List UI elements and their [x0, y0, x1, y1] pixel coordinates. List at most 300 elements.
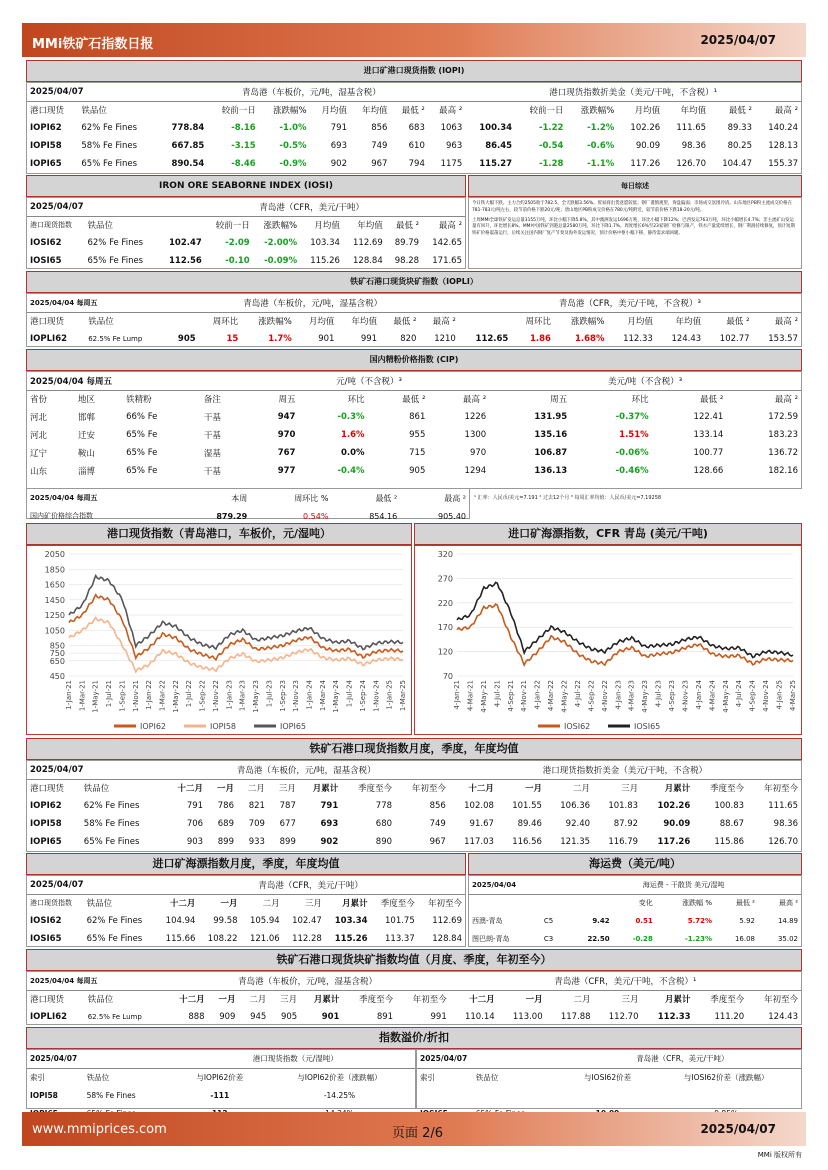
table-cell: 1294: [464, 466, 487, 476]
table-cell: 102.47: [168, 238, 202, 248]
table-cell: 667.85: [171, 141, 205, 151]
table-cell: -2.09: [225, 238, 250, 248]
x-tick-label: 4-Mar-23: [627, 680, 636, 712]
table-cell: 909: [219, 1012, 236, 1022]
summary-title: 每日综述: [468, 175, 802, 197]
table-cell: 128.13: [768, 141, 798, 151]
table-row: [27, 797, 801, 815]
x-tick-label: 1-Mar-21: [78, 680, 87, 712]
table-cell: 22.50: [587, 935, 610, 943]
table-cell: 102.26: [657, 801, 691, 811]
table-cell: 河北: [30, 413, 48, 423]
table-cell: 季度至今: [710, 784, 745, 795]
table-cell: 135.16: [534, 430, 568, 440]
y-tick-label: 120: [437, 647, 453, 657]
table-cell: 117.26: [630, 159, 661, 169]
table-cell: 十二月: [177, 784, 204, 795]
table-cell: IOSI62: [30, 916, 62, 926]
table-cell: -8.46: [231, 159, 256, 169]
table-cell: -1.23%: [684, 935, 713, 943]
table-cell: 903: [186, 837, 204, 847]
table-cell: -0.6%: [587, 141, 615, 151]
iopi-title: 进口矿港口现货指数 (IOPI): [26, 60, 802, 82]
table-row: [27, 912, 465, 930]
x-tick-label: 1-Jan-22: [145, 680, 154, 710]
x-tick-label: 4-Jul-21: [493, 680, 502, 708]
table-cell: 92.40: [565, 819, 591, 829]
col-header: 涨跌幅%: [272, 106, 307, 117]
table-cell: 786: [217, 801, 234, 811]
col-header: 铁品位: [88, 317, 114, 328]
table-row: [27, 833, 801, 851]
table-cell: 0.51: [635, 917, 653, 925]
page-number: 页面 2/6: [392, 1126, 444, 1141]
table-cell: 季度至今: [359, 995, 394, 1006]
table-cell: 周五: [550, 395, 568, 406]
table-row: IOPLI62 62.5% Fe Lump 905 15 1.7% 901 991 820 1210 112.65 1.86 1.68% 112.33 124.43 102.77 153.57: [30, 334, 798, 344]
x-tick-label: 1-Nov-24: [372, 680, 381, 712]
legend-label: IOSI65: [634, 722, 661, 731]
x-tick-label: 4-May-23: [641, 680, 650, 713]
table-cell: 0.0%: [341, 448, 365, 458]
table-cell: -1.2%: [587, 123, 615, 133]
y-tick-label: 170: [437, 623, 453, 633]
x-tick-label: 1-Jan-23: [225, 680, 234, 710]
table-cell: 河北: [30, 431, 48, 441]
table-cell: 991: [430, 1012, 447, 1022]
table-row: [27, 119, 801, 137]
x-tick-label: 1-Sep-22: [198, 680, 207, 712]
table-cell: 季度至今: [380, 899, 415, 910]
table-cell: 117.26: [657, 837, 691, 847]
avg2-table: 2025/04/07 青岛港（CFR，美元/干吨） 港口现货指数 铁品位 十二月 一月 二月 三月 月累计 季度至今 年初至今 IOSI62 62% Fe Fines 104.94 99.58 105.94 102.47 103.34 101.75 112.69 IOSI65 65% Fe Fines 115.66 108.22 121.06 112.28 115.26 113.37 128.84: [27, 876, 465, 948]
col-header: 最高 ²: [774, 106, 798, 117]
col-header: 涨跌幅%: [580, 106, 615, 117]
table-cell: 年初至今: [427, 899, 462, 910]
legend-label: IOPI58: [210, 722, 237, 731]
table-cell: 干基: [203, 431, 221, 441]
cip-right-title: 美元/吨（不含税）³: [489, 372, 801, 390]
iopi-left-title: 青岛港（车板价，元/吨，湿基含税）: [158, 83, 466, 101]
table-cell: 86.45: [485, 141, 513, 151]
table-cell: 115.66: [165, 934, 196, 944]
x-tick-label: 1-Jul-22: [185, 680, 194, 708]
table-cell: 947: [277, 412, 296, 422]
col-header: 年均值: [357, 221, 383, 232]
table-cell: 113.00: [512, 1012, 543, 1022]
table-cell: IOPLI62: [30, 1012, 68, 1022]
prem-right: [416, 1049, 802, 1109]
prem-left: [26, 1049, 416, 1109]
table-cell: 邯郸: [78, 413, 96, 423]
table-cell: 91.67: [469, 819, 494, 829]
x-tick-label: 4-May-21: [479, 680, 488, 713]
table-row: [27, 137, 801, 155]
table-cell: IOPI65: [30, 837, 62, 847]
table-cell: 一月: [220, 899, 238, 910]
table-cell: 106.87: [534, 448, 568, 458]
table-cell: -111: [210, 1090, 230, 1100]
table-cell: 791: [186, 801, 204, 811]
table-cell: 一月: [524, 784, 542, 795]
table-cell: 100.77: [693, 448, 724, 458]
table-cell: 899: [279, 837, 296, 847]
table-cell: IOSI62: [30, 238, 62, 248]
table-cell: 环比: [631, 395, 649, 406]
table-cell: 106.36: [560, 801, 591, 811]
x-tick-label: 1-May-23: [252, 680, 261, 713]
table-cell: 十二月: [468, 784, 494, 795]
table-cell: 970: [469, 448, 487, 458]
col-header: 铁品位: [81, 106, 107, 117]
table-cell: 116.56: [512, 837, 542, 847]
x-tick-label: 1-Jan-25: [385, 680, 394, 710]
cip-date: 2025/04/04 每周五: [27, 372, 249, 390]
table-cell: 970: [277, 430, 296, 440]
table-cell: 115.27: [479, 159, 513, 169]
iopi-table: [27, 83, 801, 173]
x-tick-label: 4-Jan-21: [453, 680, 461, 710]
table-cell: 102.08: [464, 801, 494, 811]
series-line-IOPI58: [69, 618, 403, 672]
table-cell: 90.09: [635, 141, 661, 151]
table-cell: IOPI62: [30, 801, 62, 811]
table-cell: 港口现货: [30, 784, 65, 795]
avg3-title: 铁矿石港口现货块矿指数均值（月度、季度，年初至今）: [26, 949, 802, 971]
x-tick-label: 4-Jan-24: [694, 680, 703, 710]
table-row: [469, 930, 801, 948]
footer-band: [22, 1112, 806, 1146]
x-tick-label: 4-Jul-23: [654, 680, 663, 708]
table-row: [27, 155, 801, 173]
table-cell: 945: [250, 1012, 267, 1022]
table-cell: 9.42: [592, 917, 610, 925]
table-cell: 图巴朗-青岛: [472, 935, 510, 943]
table-cell: C3: [543, 935, 554, 943]
x-tick-label: 4-Mar-21: [466, 680, 475, 712]
table-cell: 地区: [78, 395, 96, 406]
iosi-section: [26, 197, 466, 269]
table-cell: 干基: [203, 413, 221, 423]
table-cell: 三月: [621, 784, 639, 795]
col-header: 月均值: [308, 317, 335, 328]
table-cell: 112.69: [432, 916, 462, 926]
table-cell: 三月: [280, 995, 298, 1006]
table-cell: 一月: [525, 995, 543, 1006]
table-cell: 140.24: [768, 123, 798, 133]
table-cell: 115.26: [310, 256, 340, 266]
y-tick-label: 320: [437, 550, 453, 559]
table-cell: 128.84: [432, 934, 462, 944]
iosi-sub-title: 青岛港（CFR，美元/干吨）: [158, 198, 465, 216]
table-cell: 年初至今: [763, 784, 798, 795]
footer-date: 2025/04/07: [700, 1122, 776, 1136]
table-cell: 142.65: [432, 238, 462, 248]
table-cell: 108.22: [207, 934, 238, 944]
x-tick-label: 4-Nov-24: [762, 680, 771, 712]
y-tick-label: 650: [49, 656, 65, 666]
table-cell: 65% Fe: [126, 430, 158, 440]
table-cell: 856: [371, 123, 388, 133]
col-header: 最低 ²: [393, 317, 417, 328]
table-cell: 干基: [203, 467, 221, 477]
col-header: 月均值: [634, 106, 661, 117]
col-header: 最高 ²: [432, 317, 456, 328]
table-cell: 689: [217, 819, 234, 829]
y-tick-label: 750: [49, 649, 65, 659]
table-cell: 100.83: [714, 801, 745, 811]
x-tick-label: 1-May-24: [332, 680, 341, 713]
table-cell: 铁品位: [87, 995, 114, 1006]
site-link[interactable]: www.mmiprices.com: [32, 1122, 167, 1137]
table-cell: 月累计: [665, 995, 691, 1006]
col-header: 较前一日: [529, 106, 564, 117]
x-tick-label: 4-Nov-22: [600, 680, 609, 712]
col-header: 铁品位: [87, 221, 113, 232]
table-cell: C5: [543, 917, 554, 925]
table-cell: 一月: [218, 995, 236, 1006]
table-cell: 901: [321, 1012, 340, 1022]
table-cell: 1063: [440, 123, 463, 133]
table-cell: 铁品位: [83, 784, 110, 795]
table-cell: 778: [375, 801, 393, 811]
table-cell: 110.14: [464, 1012, 495, 1022]
table-cell: IOSI65: [30, 934, 62, 944]
table-cell: 迁安: [78, 431, 96, 441]
table-cell: 88.67: [719, 819, 745, 829]
y-tick-label: 1650: [44, 580, 65, 590]
table-cell: 124.43: [768, 1012, 798, 1022]
col-header: 最高 ²: [774, 317, 798, 328]
table-cell: 104.47: [722, 159, 752, 169]
table-cell: 117.03: [464, 837, 494, 847]
table-row: [27, 426, 801, 444]
y-tick-label: 1250: [44, 611, 65, 620]
table-cell: -0.54: [538, 141, 564, 151]
table-cell: 98.36: [773, 819, 798, 829]
y-tick-label: 2050: [44, 550, 65, 559]
table-cell: 年初至今: [763, 995, 798, 1006]
table-cell: 891: [376, 1012, 394, 1022]
table-cell: 104.94: [165, 916, 196, 926]
table-row: [469, 912, 801, 930]
table-cell: 112.69: [353, 238, 383, 248]
x-tick-label: 4-Jul-24: [735, 680, 744, 708]
col-header: 最高 ²: [438, 221, 462, 232]
table-cell: 899: [217, 837, 234, 847]
table-cell: 102.47: [292, 916, 322, 926]
avg1-section: [26, 760, 802, 852]
table-cell: IOPI58: [30, 141, 62, 151]
col-header: 最低 ²: [395, 221, 420, 232]
y-tick-label: 1050: [44, 626, 65, 636]
x-tick-label: 4-Jan-22: [533, 680, 542, 710]
table-cell: 101.55: [512, 801, 542, 811]
table-cell: 辽宁: [30, 449, 48, 459]
table-cell: -0.10: [225, 256, 250, 266]
table-cell: 172.59: [768, 412, 798, 422]
table-cell: -0.37%: [615, 412, 649, 422]
series-line-IOPI62: [69, 595, 403, 660]
table-row: [27, 444, 801, 462]
table-cell: 128.66: [693, 466, 724, 476]
table-cell: 101.75: [385, 916, 415, 926]
table-row: [27, 930, 465, 948]
x-tick-label: 1-Jul-24: [345, 680, 354, 708]
col-header: 港口现货: [30, 106, 65, 117]
col-header: 港口现货: [30, 317, 65, 328]
table-cell: 715: [409, 448, 426, 458]
chart1-frame: [26, 545, 412, 735]
table-cell: 933: [248, 837, 265, 847]
table-cell: 备注: [203, 395, 221, 406]
table-cell: 季度至今: [710, 995, 745, 1006]
table-cell: 1.6%: [341, 430, 365, 440]
table-cell: 133.14: [693, 430, 724, 440]
y-tick-label: 270: [437, 574, 453, 584]
cip-left-title: 元/吨（不含税）³: [249, 372, 489, 390]
table-cell: 113.37: [385, 934, 415, 944]
table-cell: 最高 ²: [774, 395, 798, 406]
table-cell: 铁精粉: [126, 395, 152, 406]
report-title: MMi铁矿石指数日报: [32, 37, 154, 52]
table-cell: 98.28: [394, 256, 420, 266]
table-cell: 905: [409, 466, 426, 476]
table-cell: 103.34: [334, 916, 368, 926]
avg1-table: 2025/04/07 青岛港（车板价，元/吨，湿基含税） 港口现货指数折美金（美元/干吨，不含税） 港口现货 铁品位 十二月 一月 二月 三月 月累计 季度至今 年初至今 十二月 一月 二月 三月 月累计 季度至今 年初至今 IOPI62 62% Fe Fines 791 786 821 787 791 778 856 102.08 101.55 106.36 101.83 102.26 100.83 111.65 IOPI58 58% Fe Fines 706 689 709 677 693 680 749 91.67 89.46 92.40 87.92 90.09 88.67 98.36 IOPI65 65% Fe Fines 903 899 933 899 902 890 967 117.03 116.56 121.35 116.79 117.26 115.86 126.70: [27, 761, 801, 851]
table-cell: 66% Fe: [126, 412, 158, 422]
table-cell: 955: [409, 430, 426, 440]
table-cell: 港口现货: [30, 995, 65, 1006]
iosi-title: IRON ORE SEABORNE INDEX (IOSI): [26, 175, 466, 197]
table-cell: 131.95: [534, 412, 568, 422]
y-tick-label: 220: [437, 598, 453, 608]
footnote: ¹ 汇率：人民币/美元=7.191 ² 过去12个月 ³ 每周汇率均值：人民币/美元=7.19258: [474, 495, 662, 501]
table-cell: 三月: [621, 995, 639, 1006]
table-cell: 周五: [278, 395, 296, 406]
cip-section: [26, 371, 802, 489]
table-cell: 58% Fe Fines: [83, 819, 140, 829]
col-header: 月均值: [321, 106, 347, 117]
table-row: [27, 1086, 415, 1104]
table-cell: 二月: [262, 899, 280, 910]
table-cell: 最低 ²: [700, 395, 724, 406]
table-cell: 62% Fe Fines: [81, 123, 138, 133]
iosi-table: [27, 198, 465, 270]
iopi-right-title: 港口现货指数折美金（美元/干吨，不含税）¹: [465, 83, 801, 101]
x-tick-label: 4-Jan-23: [614, 680, 623, 710]
iosi-date: 2025/04/07: [27, 198, 158, 216]
col-header: 最低 ²: [726, 317, 750, 328]
col-header: 最低 ²: [728, 106, 752, 117]
table-cell: 十二月: [169, 899, 196, 910]
table-cell: 35.02: [777, 935, 798, 943]
col-header: 年均值: [351, 317, 378, 328]
table-cell: 111.65: [676, 123, 707, 133]
x-tick-label: 1-Mar-25: [399, 680, 407, 712]
table-cell: 977: [277, 466, 296, 476]
table-cell: 778.84: [171, 123, 205, 133]
table-cell: 112.56: [168, 256, 202, 266]
table-cell: 905: [280, 1012, 298, 1022]
table-cell: 62% Fe Fines: [86, 916, 143, 926]
table-cell: -0.46%: [615, 466, 649, 476]
table-cell: 677: [279, 819, 296, 829]
x-tick-label: 4-Sep-22: [587, 680, 596, 712]
table-cell: 963: [446, 141, 463, 151]
table-cell: 967: [371, 159, 388, 169]
table-cell: -0.9%: [279, 159, 307, 169]
table-cell: 年初至今: [411, 784, 446, 795]
y-tick-label: 450: [49, 672, 65, 681]
legend-label: IOPI65: [280, 722, 307, 731]
table-cell: 98.36: [681, 141, 707, 151]
table-cell: -0.4%: [337, 466, 365, 476]
col-header: 月均值: [627, 317, 653, 328]
table-cell: IOPI62: [30, 123, 62, 133]
table-cell: -1.22: [538, 123, 564, 133]
iopli-right-title: 青岛港（CFR，美元/干吨，不含税）³: [459, 294, 801, 312]
table-cell: 山东: [30, 467, 48, 477]
table-cell: 128.84: [353, 256, 383, 266]
series-line-IOSI65: [457, 582, 793, 657]
table-cell: 102.26: [630, 123, 661, 133]
x-tick-label: 1-Sep-21: [118, 680, 127, 712]
col-header: 年均值: [680, 106, 707, 117]
y-tick-label: 70: [442, 672, 453, 681]
table-cell: 112.33: [657, 1012, 691, 1022]
table-cell: 鞍山: [78, 449, 96, 459]
composite-section: [26, 489, 470, 519]
table-cell: 65% Fe: [126, 448, 158, 458]
table-cell: 16.08: [734, 935, 755, 943]
table-cell: IOPI58: [30, 819, 62, 829]
table-cell: 月累计: [313, 995, 340, 1006]
table-cell: 季度至今: [358, 784, 393, 795]
x-tick-label: 1-Jan-21: [65, 680, 73, 710]
table-cell: 902: [320, 837, 339, 847]
table-cell: -0.28: [632, 935, 653, 943]
table-cell: 683: [408, 123, 425, 133]
chart-iosi: [415, 546, 801, 734]
summary-section: [468, 197, 802, 269]
col-header: 涨跌幅%: [570, 317, 605, 328]
col-header: 最高 ²: [439, 106, 463, 117]
col-header: 年均值: [361, 106, 388, 117]
table-cell: 693: [330, 141, 347, 151]
table-cell: 65% Fe: [126, 466, 158, 476]
freight-section: [468, 875, 802, 947]
prem-left-table: 2025/04/07 港口现货指数（元/湿吨） 索引 铁品位 与IOPI62价差 与IOPI62价差（涨跌幅） IOPI58 58% Fe Fines -111 -14.25%: [27, 1050, 415, 1122]
cip-title: 国内精粉价格指数 (CIP): [26, 349, 802, 371]
table-cell: 二月: [247, 784, 265, 795]
table-cell: 155.37: [768, 159, 798, 169]
table-cell: 十二月: [179, 995, 205, 1006]
table-cell: 115.86: [714, 837, 745, 847]
table-cell: 183.23: [768, 430, 798, 440]
x-tick-label: 1-Nov-22: [211, 680, 220, 712]
iopli-section: [26, 293, 802, 347]
table-cell: 890: [375, 837, 393, 847]
table-cell: 709: [248, 819, 265, 829]
table-cell: -0.06%: [615, 448, 649, 458]
x-tick-label: 1-Mar-22: [158, 680, 167, 712]
table-cell: 三月: [304, 899, 322, 910]
table-cell: 749: [371, 141, 388, 151]
table-cell: 693: [320, 819, 339, 829]
table-cell: -14.25%: [323, 1090, 356, 1100]
table-cell: 136.13: [534, 466, 568, 476]
